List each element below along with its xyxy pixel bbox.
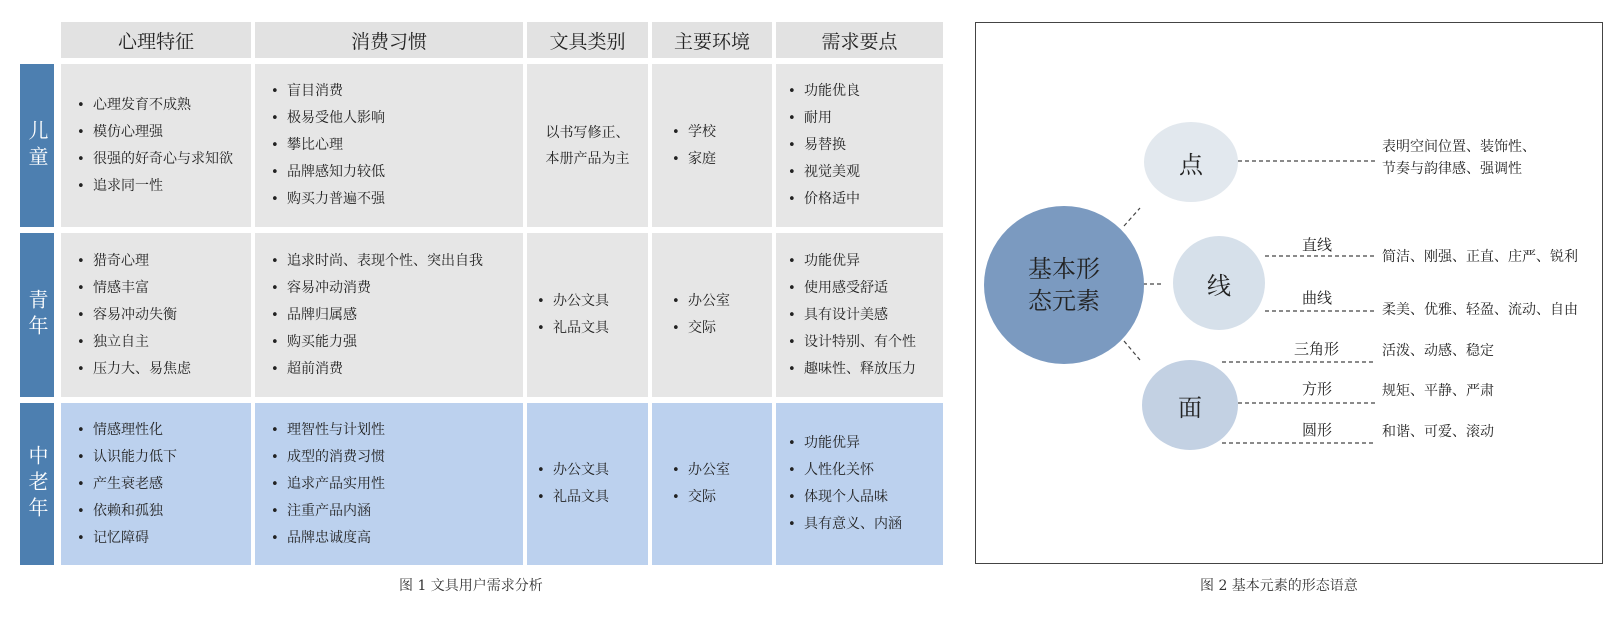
cell-middle-aged-needs — [776, 403, 943, 565]
list-item: • 办公室 — [670, 457, 730, 484]
list-item: • 品牌感知力较低 — [269, 159, 385, 186]
list-item: • 价格适中 — [786, 186, 860, 213]
point-description — [1382, 136, 1536, 180]
list-item: • 交际 — [670, 484, 730, 511]
list-item: • 功能优良 — [786, 78, 860, 105]
list-item: • 购买能力强 — [269, 329, 483, 356]
surface-node-label: 面 — [1178, 393, 1202, 422]
column-divider — [774, 22, 775, 565]
col-header-habit — [255, 22, 523, 58]
list-item: • 学校 — [670, 119, 716, 146]
triangle-description: 活泼、动感、稳定 — [1382, 343, 1494, 359]
col-header-label: 文具类别 — [549, 30, 626, 53]
list-item: • 购买力普遍不强 — [269, 186, 385, 213]
list-item: • 追求同一性 — [75, 173, 233, 200]
straight-line-label: 直线 — [1302, 236, 1333, 254]
category-text: 以书写修正、 — [545, 124, 630, 141]
row-header-label: 青年 — [25, 289, 49, 341]
list-item: • 交际 — [670, 315, 730, 342]
list-item: • 理智性与计划性 — [269, 417, 385, 444]
list-item: • 猎奇心理 — [75, 248, 191, 275]
cell-middle-aged-psych — [61, 403, 251, 565]
list-item: • 品牌忠诚度高 — [269, 525, 385, 552]
cell-youth-category — [527, 233, 648, 397]
list-item: • 人性化关怀 — [786, 457, 902, 484]
point-description-line: 节奏与韵律感、强调性 — [1382, 161, 1522, 177]
list-item: • 品牌归属感 — [269, 302, 483, 329]
col-header-needs — [776, 22, 943, 58]
point-node-label: 点 — [1179, 150, 1203, 179]
cell-youth-habit — [255, 233, 523, 397]
column-divider — [253, 22, 254, 565]
center-node — [984, 206, 1144, 364]
figure2-caption: 图 2 基本元素的形态语意 — [1200, 578, 1358, 594]
row-header-label: 中老年 — [25, 445, 49, 523]
list-item: • 很强的好奇心与求知欲 — [75, 146, 233, 173]
category-text: 本册产品为主 — [545, 150, 630, 167]
cell-middle-aged-category — [527, 403, 648, 565]
col-header-env — [652, 22, 772, 58]
cell-children-psych — [61, 64, 251, 227]
list-item: • 功能优异 — [786, 248, 916, 275]
list-item: • 礼品文具 — [535, 315, 609, 342]
curve-label: 曲线 — [1302, 289, 1333, 307]
col-header-psych — [61, 22, 251, 58]
cell-youth-env — [652, 233, 772, 397]
circle-label: 圆形 — [1302, 421, 1333, 439]
list-item: • 使用感受舒适 — [786, 275, 916, 302]
list-item: • 耐用 — [786, 105, 860, 132]
point-description-line: 表明空间位置、装饰性、 — [1382, 139, 1536, 155]
list-item: • 容易冲动消费 — [269, 275, 483, 302]
triangle-label: 三角形 — [1294, 340, 1340, 358]
list-item: • 视觉美观 — [786, 159, 860, 186]
cell-middle-aged-habit — [255, 403, 523, 565]
cell-children-category — [527, 64, 648, 227]
list-item: • 具有设计美感 — [786, 302, 916, 329]
list-item: • 心理发育不成熟 — [75, 92, 233, 119]
column-divider — [525, 22, 526, 565]
list-item: • 盲目消费 — [269, 78, 385, 105]
square-label: 方形 — [1302, 380, 1333, 398]
list-item: • 易替换 — [786, 132, 860, 159]
row-header-children — [20, 64, 54, 227]
list-item: • 体现个人品味 — [786, 484, 902, 511]
list-item: • 办公文具 — [535, 288, 609, 315]
cell-youth-psych — [61, 233, 251, 397]
row-header-middle-aged — [20, 403, 54, 565]
list-item: • 独立自主 — [75, 329, 191, 356]
list-item: • 情感丰富 — [75, 275, 191, 302]
cell-youth-needs — [776, 233, 943, 397]
list-item: • 趣味性、释放压力 — [786, 356, 916, 383]
list-item: • 家庭 — [670, 146, 716, 173]
list-item: • 成型的消费习惯 — [269, 444, 385, 471]
list-item: • 注重产品内涵 — [269, 498, 385, 525]
col-header-label: 消费习惯 — [350, 30, 427, 53]
square-description: 规矩、平静、严肃 — [1382, 383, 1494, 399]
list-item: • 模仿心理强 — [75, 119, 233, 146]
line-node-label: 线 — [1207, 271, 1231, 300]
center-node-label: 态元素 — [1028, 287, 1100, 315]
list-item: • 记忆障碍 — [75, 525, 177, 552]
col-header-category — [527, 22, 648, 58]
list-item: • 办公室 — [670, 288, 730, 315]
list-item: • 容易冲动失衡 — [75, 302, 191, 329]
list-item: • 攀比心理 — [269, 132, 385, 159]
list-item: • 极易受他人影响 — [269, 105, 385, 132]
point-node — [1144, 122, 1238, 202]
circle-description: 和谐、可爱、滚动 — [1382, 424, 1494, 440]
figure1-caption: 图 1 文具用户需求分析 — [399, 578, 543, 594]
cell-children-env — [652, 64, 772, 227]
straight-line-description: 简洁、刚强、正直、庄严、锐利 — [1382, 249, 1578, 265]
curve-description: 柔美、优雅、轻盈、流动、自由 — [1382, 302, 1578, 318]
cell-children-needs — [776, 64, 943, 227]
list-item: • 依赖和孤独 — [75, 498, 177, 525]
cell-children-habit — [255, 64, 523, 227]
list-item: • 认识能力低下 — [75, 444, 177, 471]
list-item: • 压力大、易焦虑 — [75, 356, 191, 383]
list-item: • 设计特别、有个性 — [786, 329, 916, 356]
list-item: • 追求产品实用性 — [269, 471, 385, 498]
surface-node — [1142, 360, 1238, 450]
list-item: • 办公文具 — [535, 457, 609, 484]
line-node — [1173, 236, 1265, 330]
list-item: • 具有意义、内涵 — [786, 511, 902, 538]
col-header-label: 心理特征 — [117, 30, 194, 53]
list-item: • 功能优异 — [786, 430, 902, 457]
row-header-label: 儿童 — [25, 119, 49, 172]
list-item: • 超前消费 — [269, 356, 483, 383]
list-item: • 礼品文具 — [535, 484, 609, 511]
row-header-youth — [20, 233, 54, 397]
center-node-label: 基本形 — [1028, 255, 1100, 283]
col-header-label: 需求要点 — [821, 30, 898, 53]
column-divider — [650, 22, 651, 565]
list-item: • 追求时尚、表现个性、突出自我 — [269, 248, 483, 275]
list-item: • 产生衰老感 — [75, 471, 177, 498]
list-item: • 情感理性化 — [75, 417, 177, 444]
cell-middle-aged-env — [652, 403, 772, 565]
col-header-label: 主要环境 — [673, 30, 750, 53]
